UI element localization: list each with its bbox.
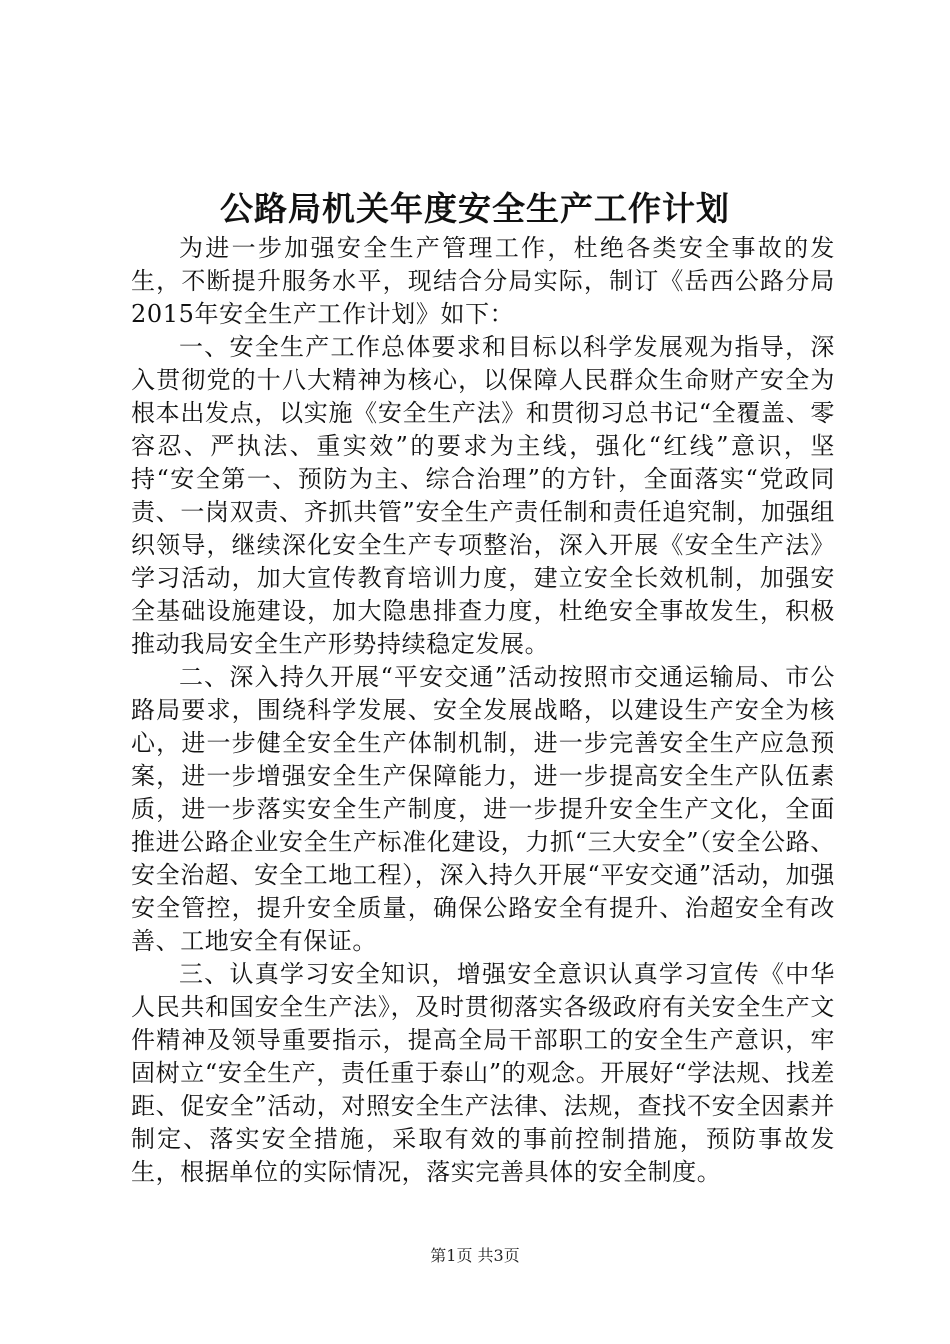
paragraph-intro: 为进一步加强安全生产管理工作，杜绝各类安全事故的发生，不断提升服务水平，现结合分局实际，制订《岳西公路分局2015年安全生产工作计划》如下： <box>131 234 835 328</box>
document-body <box>131 232 835 1189</box>
page-number-footer: 第1页 共3页 <box>430 1246 520 1265</box>
paragraph-section-2: 二、深入持久开展“平安交通”活动按照市交通运输局、市公路局要求，围绕科学发展、安全发展战略，以建设生产安全为核心，进一步健全安全生产体制机制，进一步完善安全生产应急预案，进一步增强安全生产保障能力，进一步提高安全生产队伍素质，进一步落实安全生产制度，进一步提升安全生产文化，全面推进公路企业安全生产标准化建设，力抓“三大安全”（安全公路、安全治超、安全工地工程），深入持久开展“平安交通”活动，加强安全管控，提升安全质量，确保公路安全有提升、治超安全有改善、工地安全有保证。 <box>131 663 835 955</box>
document-title: 公路局机关年度安全生产工作计划 <box>220 189 730 228</box>
paragraph-section-3: 三、认真学习安全知识，增强安全意识认真学习宣传《中华人民共和国安全生产法》，及时贯彻落实各级政府有关安全生产文件精神及领导重要指示，提高全局干部职工的安全生产意识，牢固树立“安全生产，责任重于泰山”的观念。开展好“学法规、找差距、促安全”活动，对照安全生产法律、法规，查找不安全因素并制定、落实安全措施，采取有效的事前控制措施，预防事故发生，根据单位的实际情况，落实完善具体的安全制度。 <box>131 960 835 1186</box>
paragraph-section-1: 一、安全生产工作总体要求和目标以科学发展观为指导，深入贯彻党的十八大精神为核心，以保障人民群众生命财产安全为根本出发点，以实施《安全生产法》和贯彻习总书记“全覆盖、零容忍、严执法、重实效”的要求为主线，强化“红线”意识，坚持“安全第一、预防为主、综合治理”的方针，全面落实“党政同责、一岗双责、齐抓共管”安全生产责任制和责任追究制，加强组织领导，继续深化安全生产专项整治，深入开展《安全生产法》学习活动，加大宣传教育培训力度，建立安全长效机制，加强安全基础设施建设，加大隐患排查力度，杜绝安全事故发生，积极推动我局安全生产形势持续稳定发展。 <box>131 333 835 658</box>
